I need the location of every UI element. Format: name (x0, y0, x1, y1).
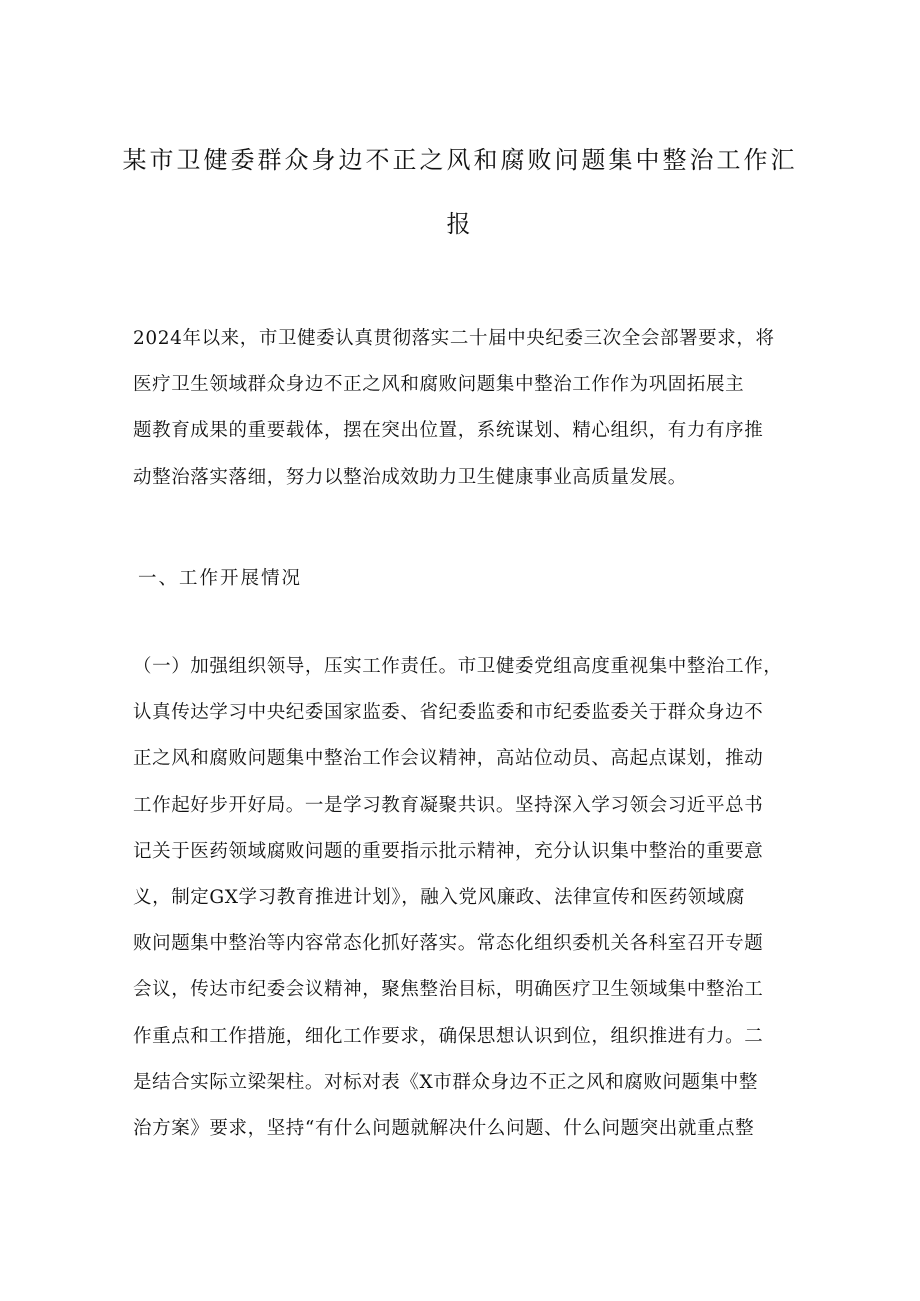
text-line: （一）加强组织领导，压实工作责任。市卫健委党组高度重视集中整治工作， (133, 656, 783, 677)
document-title (120, 128, 800, 256)
text-line: 题教育成果的重要载体，摆在突出位置，系统谋划、精心组织，有力有序推 (133, 420, 764, 442)
text-line: 工作起好步开好局。一是学习教育凝聚共识。坚持深入学习领会习近平总书 (133, 794, 764, 816)
text-line: 会议，传达市纪委会议精神，聚焦整治目标，明确医疗卫生领域集中整治工 (133, 979, 764, 1001)
title-line: 某市卫健委群众身边不正之风和腐败问题集中整治工作汇 (122, 146, 798, 174)
text-line: 义，制定GX学习教育推进计划》，融入党风廉政、法律宣传和医药领域腐 (133, 887, 746, 909)
text-line: 医疗卫生领域群众身边不正之风和腐败问题集中整治工作作为巩固拓展主 (133, 374, 745, 396)
section-paragraph (133, 644, 789, 1152)
text-line: 正之风和腐败问题集中整治工作会议精神，高站位动员、高起点谋划，推动 (133, 748, 764, 770)
text-line: 治方案》要求，坚持“有什么问题就解决什么问题、什么问题突出就重点整 (133, 1118, 755, 1140)
text-line: 动整治落实落细，努力以整治成效助力卫生健康事业高质量发展。 (133, 466, 687, 488)
title-line: 报 (446, 210, 474, 238)
text-line: 2024年以来，市卫健委认真贯彻落实二十届中央纪委三次全会部署要求，将 (133, 328, 775, 349)
text-line: 是结合实际立梁架柱。对标对表《X市群众身边不正之风和腐败问题集中整 (133, 1071, 758, 1093)
text-line: 认真传达学习中央纪委国家监委、省纪委监委和市纪委监委关于群众身边不 (133, 702, 764, 724)
intro-paragraph (133, 316, 789, 501)
text-line: 作重点和工作措施，细化工作要求，确保思想认识到位，组织推进有力。二 (133, 1025, 764, 1047)
section-heading: 一、工作开展情况 (138, 568, 303, 589)
text-line: 记关于医药领域腐败问题的重要指示批示精神，充分认识集中整治的重要意 (133, 840, 764, 862)
text-line: 败问题集中整治等内容常态化抓好落实。常态化组织委机关各科室召开专题 (133, 933, 764, 955)
